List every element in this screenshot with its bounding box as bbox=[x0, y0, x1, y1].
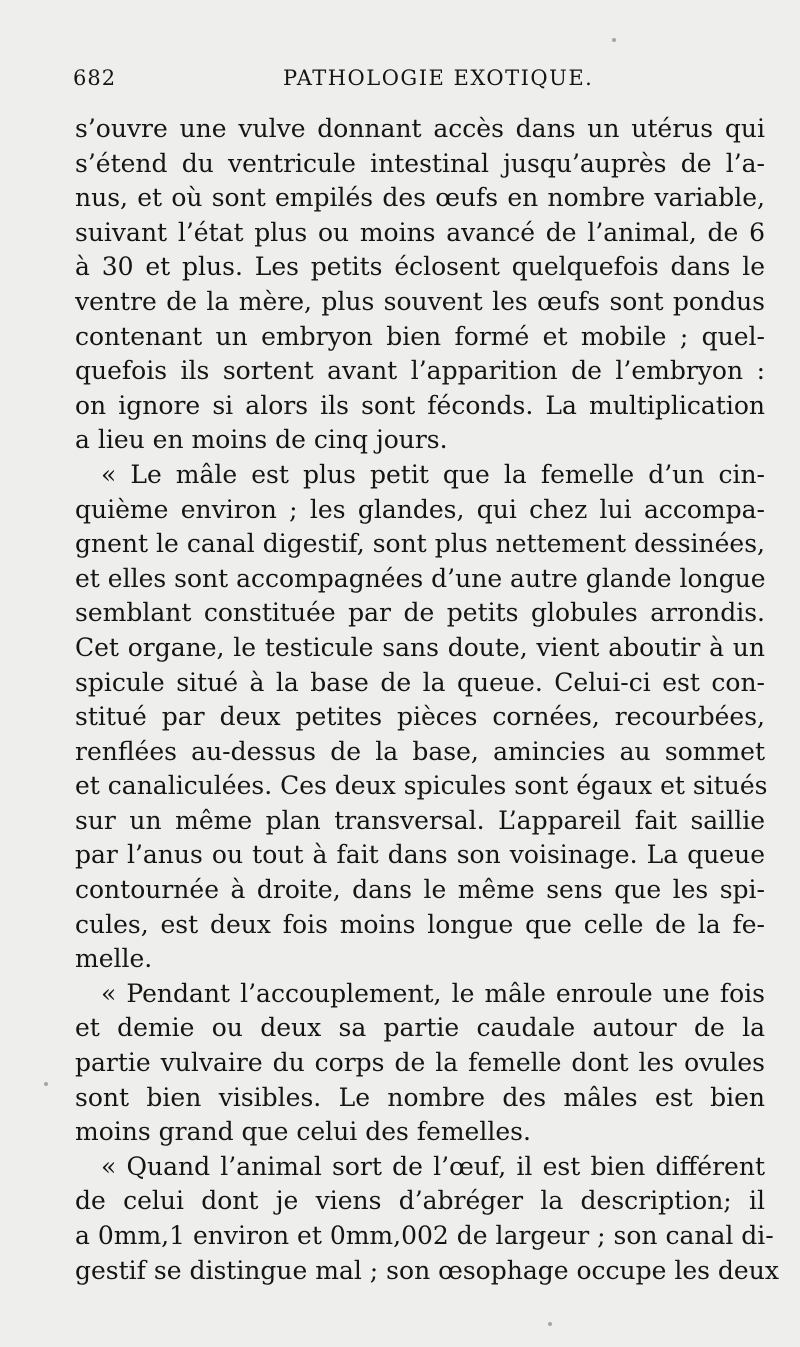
text-line: « Pendant l’accouplement, le mâle enroule une fois bbox=[101, 978, 765, 1008]
text-line: stitué par deux petites pièces cornées, recourbées, bbox=[75, 702, 765, 732]
text-line: quefois ils sortent avant l’apparition de l’embryon : bbox=[75, 356, 765, 386]
text-line: « Le mâle est plus petit que la femelle d’un cin- bbox=[101, 459, 765, 489]
text-line: de celui dont je viens d’abréger la description; il bbox=[75, 1186, 765, 1216]
page-header bbox=[73, 66, 763, 96]
text-line: semblant constituée par de petits globules arrondis. bbox=[75, 598, 765, 628]
text-line: gnent le canal digestif, sont plus nettement dessinées, bbox=[75, 529, 765, 559]
text-line: partie vulvaire du corps de la femelle dont les ovules bbox=[75, 1048, 765, 1078]
text-line: et elles sont accompagnées d’une autre glande longue bbox=[75, 563, 766, 593]
text-line: on ignore si alors ils sont féconds. La multiplication bbox=[75, 390, 765, 420]
paper-speck bbox=[548, 1322, 552, 1326]
text-line: par l’anus ou tout à fait dans son voisinage. La queue bbox=[75, 840, 765, 870]
paper-speck bbox=[612, 38, 616, 42]
text-line: nus, et où sont empilés des œufs en nombre variable, bbox=[75, 183, 765, 213]
text-line: et demie ou deux sa partie caudale autour de la bbox=[75, 1013, 765, 1043]
text-line: a 0mm,1 environ et 0mm,002 de largeur ; son canal di- bbox=[75, 1221, 774, 1250]
text-line: ventre de la mère, plus souvent les œufs sont pondus bbox=[75, 286, 765, 316]
text-line: à 30 et plus. Les petits éclosent quelquefois dans le bbox=[75, 252, 765, 282]
text-line: contenant un embryon bien formé et mobile ; quel- bbox=[75, 321, 765, 351]
text-line: « Quand l’animal sort de l’œuf, il est bien différent bbox=[101, 1151, 765, 1181]
text-line: gestif se distingue mal ; son œsophage occupe les deux bbox=[75, 1255, 779, 1285]
paper-speck bbox=[44, 1082, 48, 1086]
text-line: renflées au-dessus de la base, amincies au sommet bbox=[75, 736, 765, 766]
text-line: quième environ ; les glandes, qui chez lui accompa- bbox=[75, 494, 765, 524]
text-line: melle. bbox=[75, 944, 153, 974]
text-line: et canaliculées. Ces deux spicules sont égaux et situés bbox=[75, 771, 768, 801]
text-line: a lieu en moins de cinq jours. bbox=[75, 425, 448, 455]
text-line: s’étend du ventricule intestinal jusqu’auprès de l’a- bbox=[75, 148, 765, 178]
text-line: sur un même plan transversal. L’appareil fait saillie bbox=[75, 805, 765, 835]
text-line: Cet organe, le testicule sans doute, vient aboutir à un bbox=[75, 632, 765, 662]
text-line: contournée à droite, dans le même sens que les spi- bbox=[75, 875, 765, 905]
text-line: suivant l’état plus ou moins avancé de l’animal, de 6 bbox=[75, 217, 765, 247]
text-line: s’ouvre une vulve donnant accès dans un utérus qui bbox=[75, 114, 765, 143]
body-text bbox=[75, 112, 779, 1288]
text-line: moins grand que celui des femelles. bbox=[75, 1117, 531, 1147]
running-title: PATHOLOGIE EXOTIQUE. bbox=[283, 66, 594, 90]
text-line: cules, est deux fois moins longue que celle de la fe- bbox=[75, 909, 765, 939]
text-line: spicule situé à la base de la queue. Celui-ci est con- bbox=[75, 667, 765, 697]
page-number: 682 bbox=[73, 66, 117, 90]
text-line: sont bien visibles. Le nombre des mâles est bien bbox=[75, 1082, 765, 1112]
